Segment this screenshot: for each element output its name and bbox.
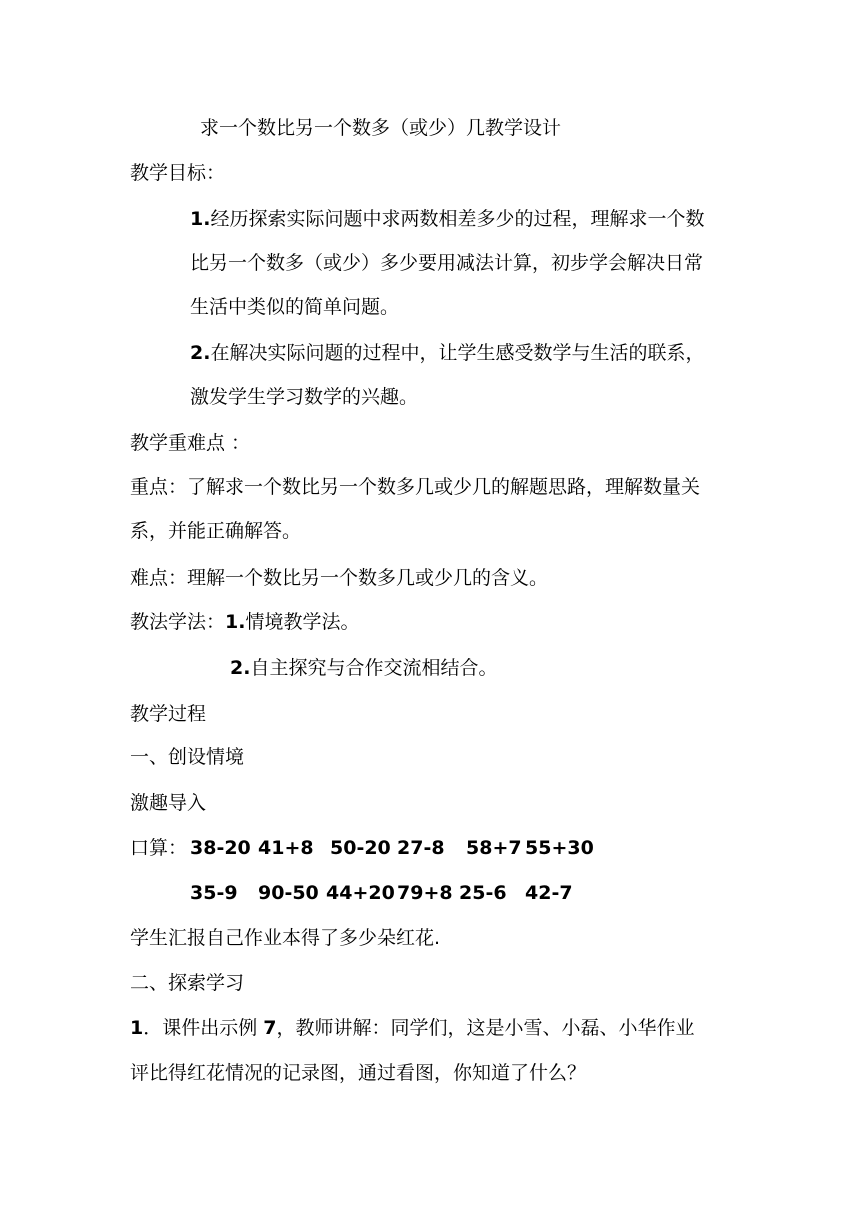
oral-calc-item: 79+8 [397,882,453,904]
method-2-text: 自主探究与合作交流相结合。 [250,657,498,679]
oral-calc-item: 25-6 [459,882,507,904]
oral-calc-item: 44+20 [326,882,395,904]
key-point-line-2: 系，并能正确解答。 [130,520,302,542]
student-report: 学生汇报自己作业本得了多少朵红花. [130,927,441,949]
methods-line-1 [130,610,359,634]
method-2-number: 2. [230,657,251,679]
oral-calc-item: 41+8 [258,837,314,859]
objective-1-line-1: 1.经历探索实际问题中求两数相差多少的过程，理解求一个数 [190,208,705,230]
objective-1-line-2: 比另一个数多（或少）多少要用减法计算，初步学会解决日常 [190,252,704,274]
methods-line-2 [230,656,497,680]
objective-1-number: 1. [190,208,211,230]
objectives-heading: 教学目标： [130,162,226,184]
method-1-text: 情境教学法。 [245,611,360,633]
paragraph-1-line-1: 1．课件出示例 7，教师讲解：同学们，这是小雪、小磊、小华作业 [130,1017,695,1039]
objective-2-line-1: 2.在解决实际问题的过程中，让学生感受数学与生活的联系， [190,342,705,364]
example-number: 7 [263,1017,277,1039]
methods-label: 教法学法： [130,611,226,633]
paragraph-1-line-2: 评比得红花情况的记录图，通过看图，你知道了什么？ [130,1062,587,1084]
method-1-number: 1. [225,611,246,633]
oral-calc-item: 35-9 [190,882,238,904]
difficult-point: 难点：理解一个数比另一个数多几或少几的含义。 [130,567,549,589]
objective-2-number: 2. [190,342,211,364]
oral-calc-item: 58+7 [466,837,522,859]
difficulty-heading: 教学重难点 ： [130,432,251,454]
oral-calc-item: 50-20 [330,837,391,859]
objective-2-line-2: 激发学生学习数学的兴趣。 [190,386,419,408]
oral-calc-item: 27-8 [397,837,445,859]
oral-calc-item: 55+30 [525,837,594,859]
objective-1-line-3: 生活中类似的简单问题。 [190,296,400,318]
key-point-line-1: 重点：了解求一个数比另一个数多几或少几的解题思路，理解数量关 [130,476,701,498]
oral-calc-item: 38-20 [190,837,251,859]
document-title: 求一个数比另一个数多（或少）几教学设计 [200,117,562,139]
intro-heading: 激趣导入 [130,792,207,814]
section-2-heading: 二、探索学习 [130,972,245,994]
oral-calc-label: 口算： [130,837,188,859]
process-heading: 教学过程 [130,703,207,725]
section-1-heading: 一、创设情境 [130,746,245,768]
oral-calc-item: 42-7 [525,882,573,904]
oral-calc-item: 90-50 [258,882,319,904]
paragraph-1-number: 1 [130,1017,144,1039]
